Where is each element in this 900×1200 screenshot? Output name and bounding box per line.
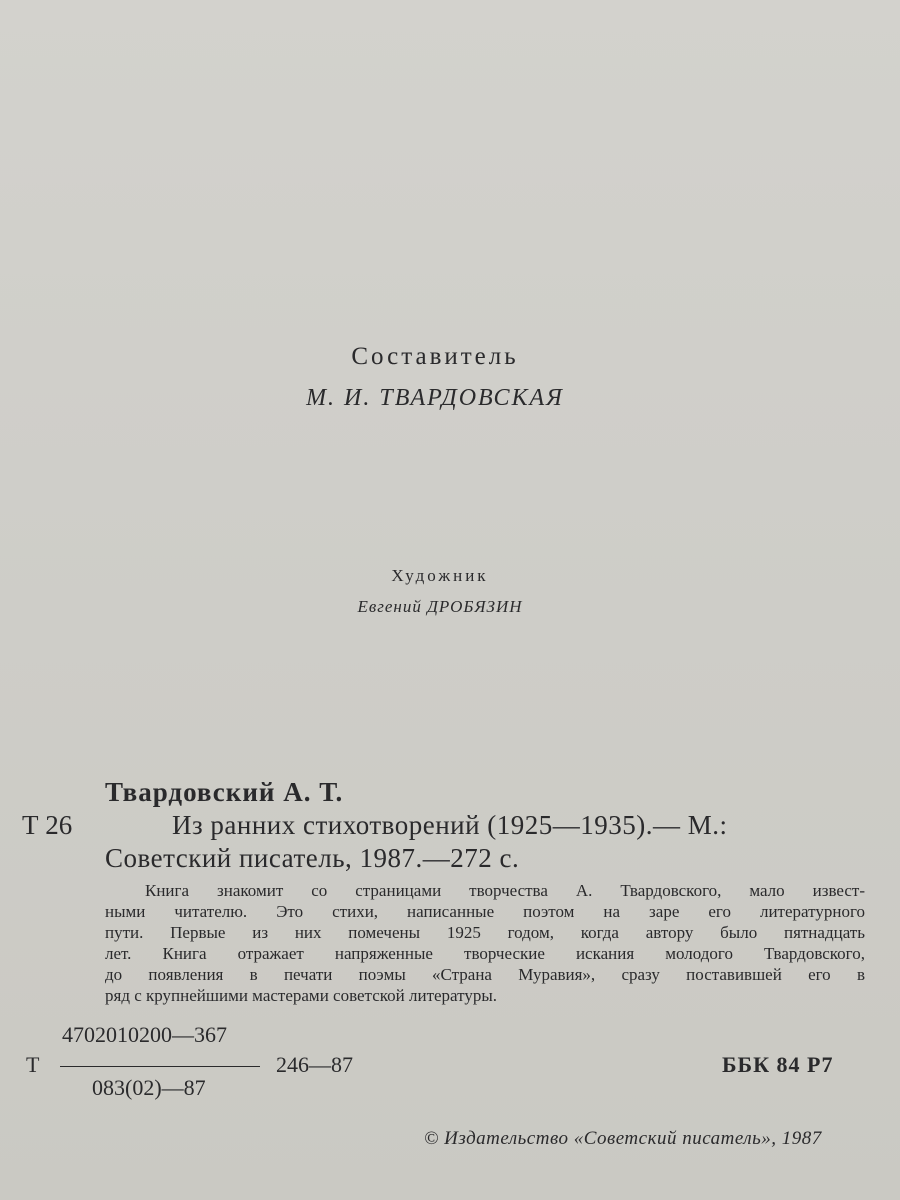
annotation: [105, 880, 865, 1006]
annotation-line: лет. Книга отражает напряженные творческие искания молодого Твардовского,: [105, 944, 865, 963]
catalog-numerator: 4702010200—367: [62, 1022, 227, 1047]
annotation-line: Книга знакомит со страницами творчества А. Твардовского, мало извест-: [145, 881, 865, 900]
annotation-line: до появления в печати поэмы «Страна Муравия», сразу поставившей его в: [105, 965, 865, 984]
author-heading: Твардовский А. Т.: [105, 777, 344, 807]
annotation-line: ряд с крупнейшими мастерами советской литературы.: [105, 986, 498, 1005]
catalog-denominator: 083(02)—87: [92, 1075, 206, 1100]
catalog-fraction-rule: [60, 1066, 260, 1067]
catalog-middle-code: 246—87: [276, 1052, 353, 1077]
annotation-line: ными читателю. Это стихи, написанные поэтом на заре его литературного: [105, 902, 865, 921]
publisher-line: Советский писатель, 1987.—272 с.: [105, 843, 520, 873]
bbk-code: ББК 84 Р7: [722, 1052, 834, 1077]
artist-label: Художник: [391, 566, 489, 585]
catalog-letter: Т: [26, 1052, 40, 1077]
book-title-line: Из ранних стихотворений (1925—1935).— М.:: [172, 810, 728, 840]
compiler-name: М. И. ТВАРДОВСКАЯ: [306, 385, 564, 411]
compiler-label: Составитель: [351, 343, 519, 370]
author-code: Т 26: [22, 810, 73, 840]
annotation-line: пути. Первые из них помечены 1925 годом, когда автору было пятнадцать: [105, 923, 865, 942]
copyright-line: © Издательство «Советский писатель», 1987: [424, 1128, 822, 1149]
artist-name: Евгений ДРОБЯЗИН: [357, 597, 523, 616]
